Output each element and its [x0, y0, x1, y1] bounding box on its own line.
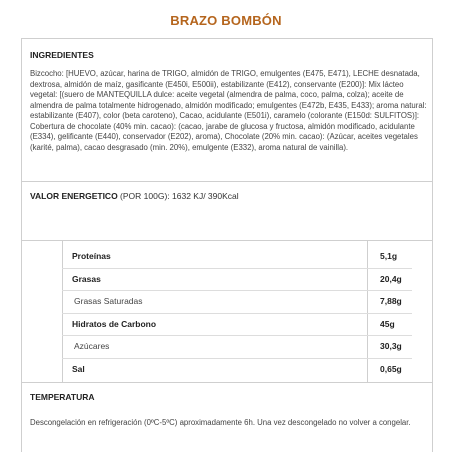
ingredients-text: Bizcocho: [HUEVO, azúcar, harina de TRIGO, almidón de TRIGO, emulgentes (E475, E471), LECHE desnatada, dextrosa, almidón de maíz, gasificante (E450i, E500ii), estabilizante (E412), conservante (E200)]: Mix lácteo vegetal: [(suero de MANTEQUILLA dulce: aceite vegetal (almendra de palma, coco, palma, colza); aceite de almendra de palma totalmente hidrogenado, almidón modificado; emulgentes (E472b, E435, E433); aroma natural: estabilizante (E407), color (beta caroteno), Cacao, acidulante (E501i), caramelo (colorante (E150d: SULFITOS)]: Cobertura de chocolate (40% min. cacao): (cacao, jarabe de glucosa y fructosa, almidón modificado, acidulante (E334), gelificante (E440), conservador (E202), aroma), Chocolate (20% min. cacao): (Azúcar, aceites vegetales (karité, palma), cacao desgrasado (min. 20%), emulgente (E332), aroma natural de vainilla). [30, 69, 427, 152]
table-row [62, 358, 412, 380]
nutrient-value: 45g [380, 318, 395, 329]
nutrition-top-border [21, 240, 433, 241]
temperature-heading: TEMPERATURA [30, 392, 95, 402]
nutrient-label: Azúcares [74, 341, 110, 351]
nutrient-value: 30,3g [380, 341, 402, 351]
energy-text: (POR 100G): 1632 KJ/ 390Kcal [117, 191, 239, 201]
energy-value [30, 191, 239, 201]
nutrient-label: Hidratos de Carbono [72, 318, 157, 329]
nutrient-label: Grasas Saturadas [74, 296, 143, 306]
right-border [432, 38, 433, 452]
energy-top-border [21, 181, 433, 182]
nutrient-value: 0,65g [380, 363, 402, 374]
nutrient-label: Grasas [72, 273, 101, 284]
left-border [21, 38, 22, 452]
nutrient-label: Sal [72, 363, 85, 374]
table-row [62, 290, 412, 312]
energy-label: VALOR ENERGETICO [30, 191, 118, 201]
temperature-top-border [21, 382, 433, 383]
nutrient-label: Proteínas [72, 251, 111, 261]
product-title: BRAZO BOMBÓN [170, 13, 282, 28]
nutrient-value: 5,1g [380, 251, 398, 261]
table-row [62, 335, 412, 357]
nutrient-value: 20,4g [380, 273, 402, 284]
table-row [62, 268, 412, 290]
ingredients-top-border [21, 38, 433, 39]
table-row [62, 245, 412, 267]
ingredients-heading: INGREDIENTES [30, 50, 94, 60]
temperature-text: Descongelación en refrigeración (0ºC-5ºC) aproximadamente 6h. Una vez descongelado no volver a congelar. [30, 418, 411, 427]
table-row [62, 313, 412, 335]
nutrient-value: 7,88g [380, 296, 402, 306]
